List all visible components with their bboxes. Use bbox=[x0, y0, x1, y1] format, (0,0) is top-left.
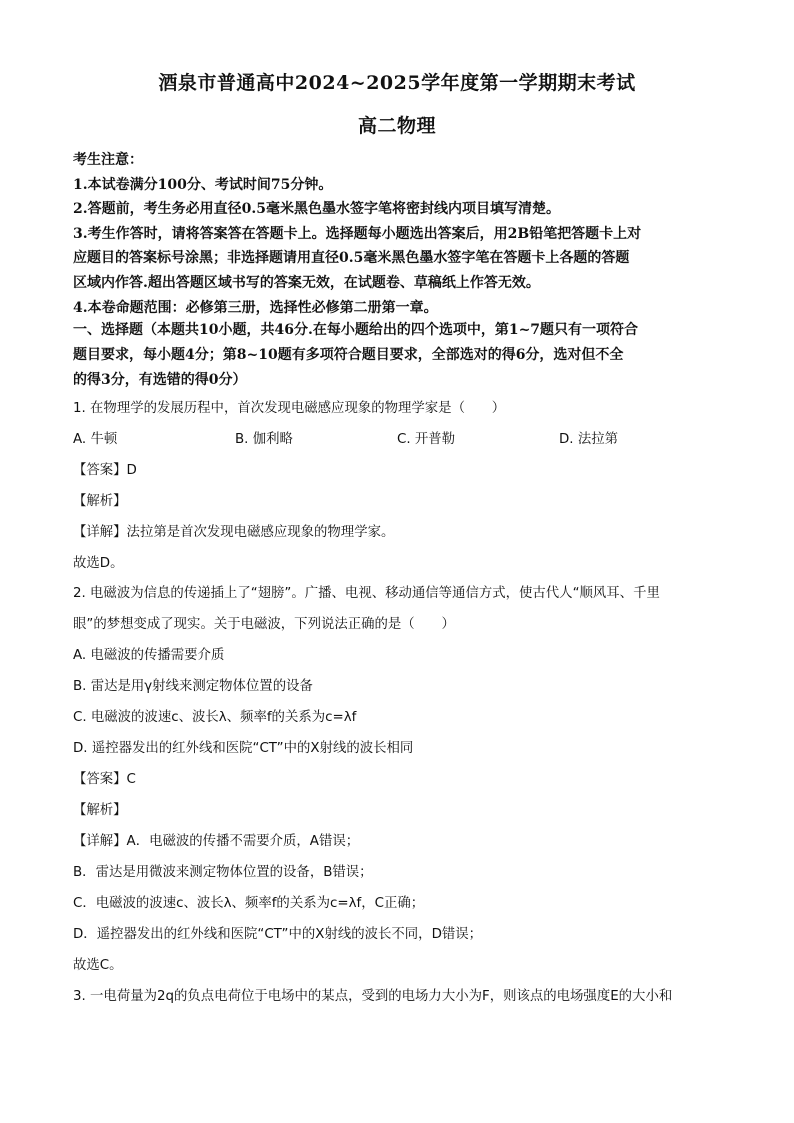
notice-item: 3.考生作答时，请将答案答在答题卡上。选择题每小题选出答案后，用2B铅笔把答题卡上对 bbox=[73, 225, 642, 242]
detail-line: B．雷达是用微波来测定物体位置的设备，B错误； bbox=[73, 865, 373, 880]
answer-line: 【答案】C bbox=[73, 772, 136, 787]
notice-item: 区域内作答.超出答题区域书写的答案无效，在试题卷、草稿纸上作答无效。 bbox=[73, 274, 540, 291]
notice-item: 2.答题前，考生务必用直径0.5毫米黑色墨水签字笔将密封线内项目填写清楚。 bbox=[73, 201, 560, 218]
section-heading bbox=[73, 318, 723, 392]
option-c: C. 开普勒 bbox=[397, 432, 456, 447]
option-c: C. 电磁波的波速c、波长λ、频率f的关系为c=λf bbox=[73, 710, 357, 725]
section-line: 题目要求，每小题4分；第8~10题有多项符合题目要求，全部选对的得6分，选对但不全 bbox=[73, 346, 624, 363]
notice-item: 应题目的答案标号涂黑；非选择题请用直径0.5毫米黑色墨水签字笔在答题卡上各题的答题 bbox=[73, 250, 630, 267]
section-line: 的得3分，有选错的得0分） bbox=[73, 371, 247, 388]
option-d: D. 遥控器发出的红外线和医院“CT”中的X射线的波长相同 bbox=[73, 741, 414, 756]
exam-title: 酒泉市普通高中2024~2025学年度第一学期期末考试 bbox=[158, 72, 636, 94]
analysis-tag: 【解析】 bbox=[73, 494, 127, 509]
detail-line: 【详解】A．电磁波的传播不需要介质，A错误； bbox=[73, 834, 360, 849]
notice-item: 1.本试卷满分100分、考试时间75分钟。 bbox=[73, 176, 333, 193]
question-stem: 2. 电磁波为信息的传递插上了“翅膀”。广播、电视、移动通信等通信方式，使古代人“顺风耳、千里 bbox=[73, 586, 660, 601]
detail-line: 【详解】法拉第是首次发现电磁感应现象的物理学家。 bbox=[73, 525, 395, 540]
option-a: A. 牛顿 bbox=[73, 432, 118, 447]
question-stem: 1. 在物理学的发展历程中，首次发现电磁感应现象的物理学家是（ ） bbox=[73, 401, 506, 416]
notice-heading: 考生注意： bbox=[73, 152, 143, 168]
question-stem: 眼”的梦想变成了现实。关于电磁波，下列说法正确的是（ ） bbox=[73, 617, 455, 632]
detail-line: D．遥控器发出的红外线和医院“CT”中的X射线的波长不同，D错误； bbox=[73, 927, 483, 942]
exam-subject: 高二物理 bbox=[357, 115, 436, 137]
detail-line: C．电磁波的波速c、波长λ、频率f的关系为c=λf，C正确； bbox=[73, 896, 425, 911]
option-b: B. 伽利略 bbox=[235, 432, 293, 447]
section-line: 一、选择题（本题共10小题，共46分.在每小题给出的四个选项中，第1~7题只有一项符合 bbox=[73, 322, 639, 338]
conclusion-line: 故选C。 bbox=[73, 958, 123, 973]
answer-line: 【答案】D bbox=[73, 463, 137, 478]
question-1 bbox=[73, 393, 723, 579]
notice-item: 4.本卷命题范围：必修第三册，选择性必修第二册第一章。 bbox=[73, 299, 438, 316]
question-3-stem: 3. 一电荷量为2q的负点电荷位于电场中的某点，受到的电场力大小为F，则该点的电场强度E的大小和 bbox=[73, 989, 673, 1004]
option-d: D. 法拉第 bbox=[559, 432, 618, 447]
option-a: A. 电磁波的传播需要介质 bbox=[73, 648, 225, 663]
question-2 bbox=[73, 578, 723, 1012]
option-b: B. 雷达是用γ射线来测定物体位置的设备 bbox=[73, 679, 313, 694]
question-options bbox=[73, 424, 723, 455]
candidate-notice bbox=[73, 148, 733, 320]
analysis-tag: 【解析】 bbox=[73, 803, 127, 818]
conclusion-line: 故选D。 bbox=[73, 556, 124, 571]
